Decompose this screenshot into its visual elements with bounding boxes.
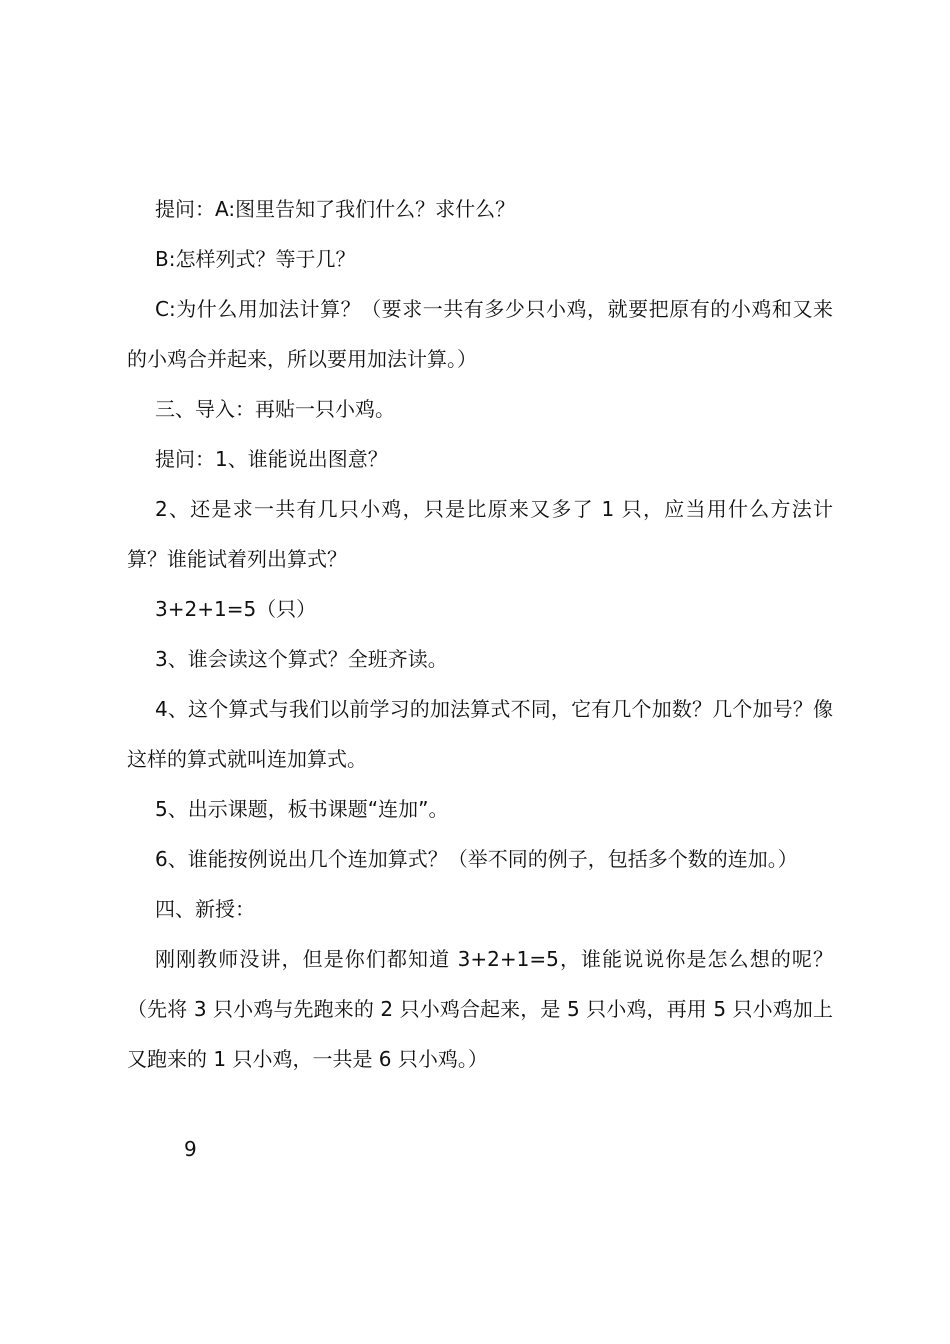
paragraph-new-lesson: 刚刚教师没讲，但是你们都知道 3+2+1=5，谁能说说你是怎么想的呢？（先将 3 只小鸡与先跑来的 2 只小鸡合起来，是 5 只小鸡，再用 5 只小鸡加上又跑来的 1 只小鸡，一共是 6 只小鸡。）: [127, 947, 833, 1071]
paragraph-prompt-6: 6、谁能按例说出几个连加算式？（举不同的例子，包括多个数的连加。）: [155, 847, 798, 871]
paragraph-prompt-3: 3、谁会读这个算式？全班齐读。: [155, 647, 448, 671]
paragraph-section-three-heading: 三、导入：再贴一只小鸡。: [155, 397, 395, 421]
paragraph-section-four-heading: 四、新授：: [155, 897, 255, 921]
paragraph-prompt-5: 5、出示课题，板书课题“连加”。: [155, 797, 449, 821]
paragraph-equation: 3+2+1=5（只）: [155, 597, 317, 621]
document-body: [127, 184, 833, 1084]
page-number: 9: [184, 1137, 197, 1161]
paragraph-question-a: 提问：A:图里告知了我们什么？求什么？: [155, 197, 516, 221]
paragraph-question-b: B:怎样列式？等于几？: [155, 247, 356, 271]
paragraph-prompt-1: 提问：1、谁能说出图意？: [155, 447, 388, 471]
paragraph-question-c: C:为什么用加法计算？（要求一共有多少只小鸡，就要把原有的小鸡和又来的小鸡合并起来，所以要用加法计算。）: [127, 297, 833, 371]
paragraph-prompt-2: 2、还是求一共有几只小鸡，只是比原来又多了 1 只，应当用什么方法计算？谁能试着列出算式？: [127, 497, 833, 571]
paragraph-prompt-4: 4、这个算式与我们以前学习的加法算式不同，它有几个加数？几个加号？像这样的算式就叫连加算式。: [127, 697, 833, 771]
